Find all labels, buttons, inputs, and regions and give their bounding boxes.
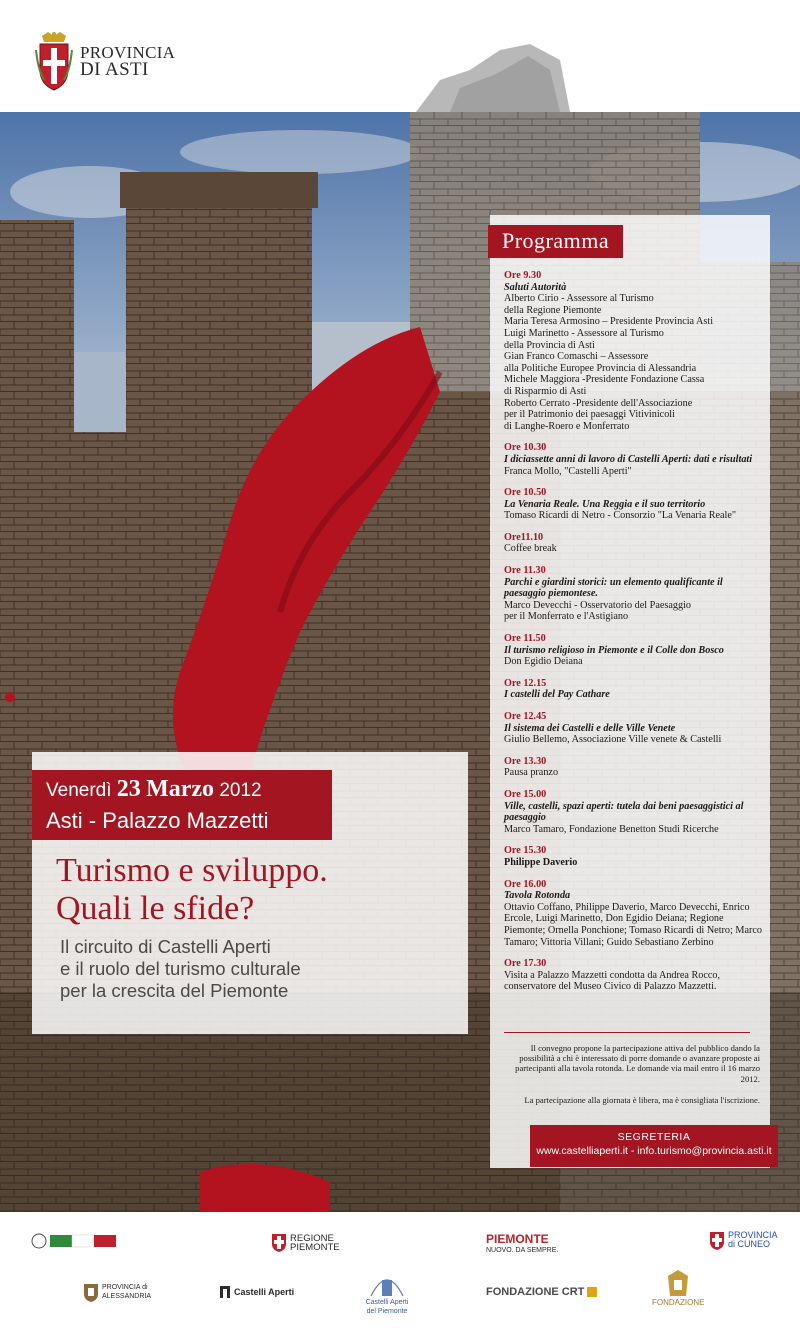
event-sub-line3: per la crescita del Piemonte <box>60 980 289 1001</box>
slot-line: Coffee break <box>504 543 557 555</box>
segreteria-box <box>530 1125 778 1167</box>
presidenza-logo[interactable] <box>30 1232 122 1250</box>
event-panel <box>32 752 468 1034</box>
fondazione-crt-logo[interactable] <box>486 1286 597 1298</box>
program-divider <box>504 1032 750 1033</box>
slot-head: I diciassette anni di lavoro di Castelli Aperti: dati e risultati <box>504 453 753 465</box>
event-weekday: Venerdì <box>46 780 112 801</box>
registration-note: La partecipazione alla giornata è libera, ma è consigliata l'iscrizione. <box>524 1094 760 1105</box>
piemonte-text: PIEMONTE <box>486 1232 549 1246</box>
crt-square-icon <box>587 1287 597 1297</box>
slot-line: Maria Teresa Armosino – Presidente Provincia Asti <box>504 316 714 328</box>
slot-line: Roberto Cerrato -Presidente dell'Associazione <box>504 397 693 409</box>
slot-line: di Risparmio di Asti <box>504 385 587 397</box>
event-day: 23 <box>116 776 141 802</box>
piemonte-tagline: NUOVO. DA SEMPRE. <box>486 1247 559 1254</box>
slot-time: Ore 10.30 <box>504 442 547 454</box>
slot-line: per il Monferrato e l'Astigiano <box>504 611 629 623</box>
provincia-crest-icon <box>34 30 74 92</box>
event-month: Marzo <box>146 776 215 802</box>
event-subtitle <box>60 936 460 1002</box>
slot-head: Il turismo religioso in Piemonte e il Colle don Bosco <box>504 644 724 656</box>
schedule-list <box>504 270 764 1003</box>
alessandria-crest-icon <box>84 1282 98 1302</box>
slot-head: Il sistema dei Castelli e delle Ville Venete <box>504 722 676 734</box>
participation-note: Il convegno propone la partecipazione attiva del pubblico dando la possibilità a chi è interessato di porre domande o avanzare proposte ai partecipanti alla tavola rotonda. Le domande via mail entro il 16 marzo 2012. <box>515 1043 760 1084</box>
alessandria-text: PROVINCIA di ALESSANDRIA <box>102 1284 152 1300</box>
castelli-aperti-logo[interactable] <box>220 1286 294 1298</box>
slot-line: della Regione Piemonte <box>504 304 602 316</box>
schedule-slot <box>504 565 764 623</box>
slot-time: Ore 17.30 <box>504 958 547 970</box>
slot-line: alla Politiche Europee Provincia di Alessandria <box>504 362 697 374</box>
fondazione-crest-icon <box>664 1268 692 1298</box>
slot-time: Ore 10.50 <box>504 487 547 499</box>
sponsor-bar <box>0 1212 800 1344</box>
page-header <box>0 0 800 112</box>
slot-line: Marco Devecchi - Osservatorio del Paesaggio <box>504 599 691 611</box>
schedule-slot <box>504 270 764 432</box>
segreteria-title: SEGRETERIA <box>617 1131 691 1143</box>
logo-text <box>80 44 175 78</box>
piemonte-shield-icon <box>272 1234 286 1252</box>
program-notes <box>504 1043 760 1116</box>
logo-line2: DI ASTI <box>80 59 149 80</box>
castelli-tower-icon <box>367 1270 407 1298</box>
schedule-slot <box>504 532 764 555</box>
slot-line: Gian Franco Comaschi – Assessore <box>504 351 649 363</box>
regione-piemonte-logo[interactable] <box>272 1234 356 1252</box>
event-date-box <box>32 770 332 840</box>
castelli-text: Castelli Aperti <box>234 1286 295 1297</box>
castelli-piemonte-text: Castelli Aperti del Piemonte <box>365 1299 409 1315</box>
slot-time: Ore11.10 <box>504 531 544 543</box>
slot-line: Michele Maggiora -Presidente Fondazione Cassa <box>504 374 705 386</box>
schedule-slot <box>504 789 764 835</box>
slot-line: per il Patrimonio dei paesaggi Vitivinicoli <box>504 409 675 421</box>
schedule-slot <box>504 487 764 522</box>
slot-time: Ore 9.30 <box>504 270 542 281</box>
schedule-slot <box>504 711 764 746</box>
event-place: Asti - Palazzo Mazzetti <box>46 808 269 833</box>
slot-time: Ore 15.00 <box>504 788 547 800</box>
event-year: 2012 <box>219 780 262 801</box>
provincia-cuneo-logo[interactable] <box>710 1230 776 1250</box>
event-title-line2: Quali le sfide? <box>56 890 255 927</box>
logo-line1: PROVINCIA <box>80 43 176 62</box>
cuneo-text: PROVINCIA di CUNEO <box>728 1230 778 1249</box>
program-panel <box>490 215 770 1168</box>
schedule-slot <box>504 678 764 701</box>
slot-line: Alberto Cirio - Assessore al Turismo <box>504 293 654 305</box>
slot-head: La Venaria Reale. Una Reggia e il suo territorio <box>504 498 706 510</box>
schedule-slot <box>504 879 764 949</box>
slot-line: di Langhe-Roero e Monferrato <box>504 420 630 432</box>
slot-head: Saluti Autorità <box>504 281 567 293</box>
slot-time: Ore 11.30 <box>504 565 546 577</box>
slot-line: Marco Tamaro, Fondazione Benetton Studi Ricerche <box>504 823 719 835</box>
schedule-slot <box>504 442 764 477</box>
slot-time: Ore 16.00 <box>504 878 547 890</box>
slot-line: Franca Mollo, "Castelli Aperti" <box>504 465 632 477</box>
fondazione-asti-logo[interactable] <box>652 1268 704 1307</box>
slot-time: Ore 15.30 <box>504 845 547 857</box>
italy-flag-icon <box>30 1232 118 1250</box>
slot-time: Ore 11.50 <box>504 633 546 645</box>
slot-line: Ottavio Coffano, Philippe Daverio, Marco Devecchi, Enrico Ercole, Luigi Marinetto, Don Egidio Deiana; Regione Piemonte; Ornella Ponchione; Tomaso Ricardi di Netro; Marco Tamaro; Vittoria Villani; Guido Sebastiano Zerbino <box>504 901 762 948</box>
regione-text: REGIONE PIEMONTE <box>290 1233 340 1253</box>
event-title <box>56 852 456 928</box>
slot-line: Pausa pranzo <box>504 767 559 779</box>
provincia-alessandria-logo[interactable] <box>84 1282 160 1302</box>
fondazione-text: FONDAZIONE <box>652 1298 705 1307</box>
slot-time: Ore 12.15 <box>504 677 547 689</box>
slot-line: Don Egidio Deiana <box>504 656 583 668</box>
slot-time: Ore 12.45 <box>504 711 547 722</box>
slot-head: Philippe Daverio <box>504 856 578 868</box>
slot-line: Giulio Bellemo, Associazione Ville venete & Castelli <box>504 734 722 746</box>
piemonte-brand-logo[interactable] <box>486 1232 558 1255</box>
segreteria-contacts[interactable]: www.castelliaperti.it - info.turismo@provincia.asti.it <box>536 1145 772 1157</box>
program-title: Programma <box>488 225 623 258</box>
slot-time: Ore 13.30 <box>504 755 547 767</box>
castle-mark-icon <box>220 1286 230 1298</box>
slot-head: Parchi e giardini storici: un elemento qualificante il paesaggio piemontese. <box>504 576 723 600</box>
slot-line: Tomaso Ricardi di Netro - Consorzio "La Venaria Reale" <box>504 510 737 522</box>
schedule-slot <box>504 756 764 779</box>
schedule-slot <box>504 958 764 993</box>
event-title-line1: Turismo e sviluppo. <box>56 852 328 889</box>
crt-text: FONDAZIONE CRT <box>486 1286 585 1298</box>
provincia-asti-logo[interactable] <box>34 30 175 92</box>
slot-head: I castelli del Pay Cathare <box>504 689 610 701</box>
schedule-slot <box>504 845 764 868</box>
event-date <box>46 776 262 803</box>
schedule-slot <box>504 633 764 668</box>
slot-head: Ville, castelli, spazi aperti: tutela dai beni paesaggistici al paesaggio <box>504 800 744 824</box>
slot-line: della Provincia di Asti <box>504 339 595 351</box>
event-sub-line1: Il circuito di Castelli Aperti <box>60 936 271 957</box>
tower-tip-image <box>410 40 570 112</box>
slot-line: Visita a Palazzo Mazzetti condotta da Andrea Rocco, conservatore del Museo Civico di Palazzo Mazzetti. <box>504 969 721 993</box>
event-sub-line2: e il ruolo del turismo culturale <box>60 958 301 979</box>
castelli-aperti-piemonte-logo[interactable] <box>362 1270 412 1316</box>
slot-head: Tavola Rotonda <box>504 890 571 902</box>
slot-line: Luigi Marinetto - Assessore al Turismo <box>504 327 664 339</box>
cuneo-shield-icon <box>710 1230 724 1250</box>
